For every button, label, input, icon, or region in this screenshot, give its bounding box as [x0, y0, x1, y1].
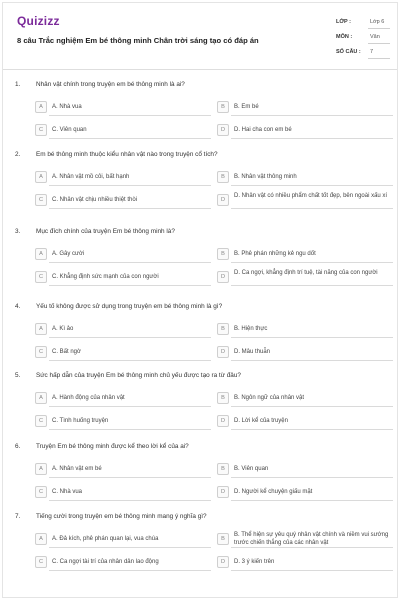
- option-underline: [231, 262, 393, 263]
- option-letter-box[interactable]: B: [217, 392, 229, 404]
- option-underline: [231, 406, 393, 407]
- quizizz-logo: Quizizz: [17, 14, 60, 28]
- option-text: A. Nhà vua: [52, 104, 82, 110]
- option-text: A. Nhân vật mồ côi, bất hạnh: [52, 174, 130, 180]
- question-number: 4.: [15, 303, 21, 310]
- option-underline: [231, 500, 393, 501]
- option-letter-box[interactable]: A: [35, 323, 47, 335]
- question-text: Truyện Em bé thông minh được kể theo lời kể của ai?: [36, 443, 189, 450]
- option-text: A. Gây cười: [52, 251, 85, 257]
- option-underline: [231, 185, 393, 186]
- option-letter-box[interactable]: C: [35, 486, 47, 498]
- option-text: D. Hai cha con em bé: [234, 127, 292, 133]
- question-text: Sức hấp dẫn của truyện Em bé thông minh chủ yếu được tạo ra từ đâu?: [36, 372, 241, 379]
- option-letter-box[interactable]: B: [217, 463, 229, 475]
- question-number: 6.: [15, 443, 21, 450]
- worksheet-page: [2, 2, 398, 598]
- option-text: B. Hiện thực: [234, 326, 268, 332]
- option-underline: [231, 360, 393, 361]
- meta-subject: [336, 30, 390, 46]
- option-letter-box[interactable]: D: [217, 486, 229, 498]
- option-letter-box[interactable]: B: [217, 323, 229, 335]
- header-divider: [3, 69, 398, 70]
- option-text: C. Tình huống truyện: [52, 418, 109, 424]
- question-text: Em bé thông minh thuộc kiểu nhân vật nào trong truyện cổ tích?: [36, 151, 218, 158]
- option-letter-box[interactable]: D: [217, 194, 229, 206]
- option-underline: [231, 547, 393, 548]
- option-underline: [49, 547, 211, 548]
- option-underline: [49, 208, 211, 209]
- option-text: A. Nhân vật em bé: [52, 466, 102, 472]
- worksheet-header: [3, 3, 398, 65]
- option-underline: [49, 138, 211, 139]
- option-letter-box[interactable]: C: [35, 415, 47, 427]
- option-text: C. Ca ngợi tài trí của nhân dân lao động: [52, 559, 159, 565]
- option-text: B. Ngôn ngữ của nhân vật: [234, 395, 305, 401]
- option-text: B. Thể hiện sự yêu quý nhân vật chính và niềm vui sướng trước chiến thắng của các nhân vật: [234, 532, 389, 546]
- option-underline: [49, 500, 211, 501]
- option-letter-box[interactable]: A: [35, 171, 47, 183]
- option-underline: [49, 337, 211, 338]
- option-underline: [49, 285, 211, 286]
- option-letter-box[interactable]: A: [35, 533, 47, 545]
- option-underline: [49, 262, 211, 263]
- question-number: 2.: [15, 151, 21, 158]
- option-underline: [49, 477, 211, 478]
- meta-value: 7: [370, 49, 374, 55]
- option-text: A. Kì ảo: [52, 326, 74, 332]
- option-text: C. Bất ngờ: [52, 349, 81, 355]
- option-letter-box[interactable]: D: [217, 556, 229, 568]
- option-underline: [231, 570, 393, 571]
- option-underline: [231, 477, 393, 478]
- option-underline: [49, 115, 211, 116]
- option-letter-box[interactable]: B: [217, 101, 229, 113]
- worksheet-title: 8 câu Trắc nghiệm Em bé thông minh Chân trời sáng tạo có đáp án: [17, 36, 259, 45]
- option-letter-box[interactable]: C: [35, 346, 47, 358]
- option-text: A. Hành động của nhân vật: [52, 395, 125, 401]
- meta-grade: [336, 15, 390, 31]
- meta-count: [336, 45, 390, 61]
- question-number: 7.: [15, 513, 21, 520]
- option-text: B. Nhân vật thông minh: [234, 174, 297, 180]
- meta-label: LỚP :: [336, 19, 351, 25]
- option-underline: [49, 360, 211, 361]
- option-letter-box[interactable]: B: [217, 533, 229, 545]
- option-letter-box[interactable]: A: [35, 463, 47, 475]
- option-letter-box[interactable]: C: [35, 194, 47, 206]
- option-text: D. Người kể chuyện giấu mặt: [234, 489, 313, 495]
- meta-label: MÔN :: [336, 34, 353, 40]
- option-letter-box[interactable]: C: [35, 271, 47, 283]
- question-number: 5.: [15, 372, 21, 379]
- option-letter-box[interactable]: B: [217, 171, 229, 183]
- option-text: B. Em bé: [234, 104, 259, 110]
- option-text: D. Nhân vật có nhiều phẩm chất tốt đẹp, bên ngoài xấu xí: [234, 193, 388, 199]
- option-underline: [231, 138, 393, 139]
- question-text: Tiếng cười trong truyện em bé thông minh mang ý nghĩa gì?: [36, 513, 207, 520]
- option-underline: [49, 185, 211, 186]
- meta-label: SỐ CÂU :: [336, 49, 361, 55]
- option-letter-box[interactable]: C: [35, 124, 47, 136]
- option-text: D. Mâu thuẫn: [234, 349, 271, 355]
- option-text: C. Khẳng định sức mạnh của con người: [52, 274, 159, 280]
- option-letter-box[interactable]: D: [217, 271, 229, 283]
- option-letter-box[interactable]: A: [35, 248, 47, 260]
- option-text: C. Nhà vua: [52, 489, 83, 495]
- option-text: D. Ca ngợi, khẳng định trí tuệ, tài năng của con người: [234, 270, 378, 276]
- option-underline: [49, 570, 211, 571]
- option-underline: [231, 429, 393, 430]
- option-letter-box[interactable]: D: [217, 415, 229, 427]
- option-letter-box[interactable]: D: [217, 124, 229, 136]
- meta-value: Văn: [370, 34, 380, 40]
- option-underline: [231, 337, 393, 338]
- option-letter-box[interactable]: A: [35, 101, 47, 113]
- option-text: C. Nhân vật chịu nhiều thiệt thòi: [52, 197, 138, 203]
- option-letter-box[interactable]: D: [217, 346, 229, 358]
- option-underline: [49, 406, 211, 407]
- question-text: Nhân vật chính trong truyện em bé thông minh là ai?: [36, 81, 185, 88]
- meta-value: Lớp 6: [370, 19, 385, 25]
- question-number: 3.: [15, 228, 21, 235]
- option-underline: [231, 285, 393, 286]
- option-text: D. 3 ý kiến trên: [234, 559, 275, 565]
- option-text: C. Viên quan: [52, 127, 87, 133]
- option-underline: [231, 208, 393, 209]
- option-letter-box[interactable]: B: [217, 248, 229, 260]
- option-text: B. Phê phán những kẻ ngu dốt: [234, 251, 316, 257]
- question-number: 1.: [15, 81, 21, 88]
- option-letter-box[interactable]: C: [35, 556, 47, 568]
- question-text: Mục đích chính của truyện Em bé thông minh là?: [36, 228, 175, 235]
- option-underline: [49, 429, 211, 430]
- option-underline: [231, 115, 393, 116]
- option-text: A. Đả kích, phê phán quan lại, vua chúa: [52, 536, 159, 542]
- option-text: B. Viên quan: [234, 466, 269, 472]
- question-text: Yếu tố không được sử dụng trong truyện em bé thông minh là gì?: [36, 303, 223, 310]
- option-text: D. Lời kể của truyện: [234, 418, 288, 424]
- option-letter-box[interactable]: A: [35, 392, 47, 404]
